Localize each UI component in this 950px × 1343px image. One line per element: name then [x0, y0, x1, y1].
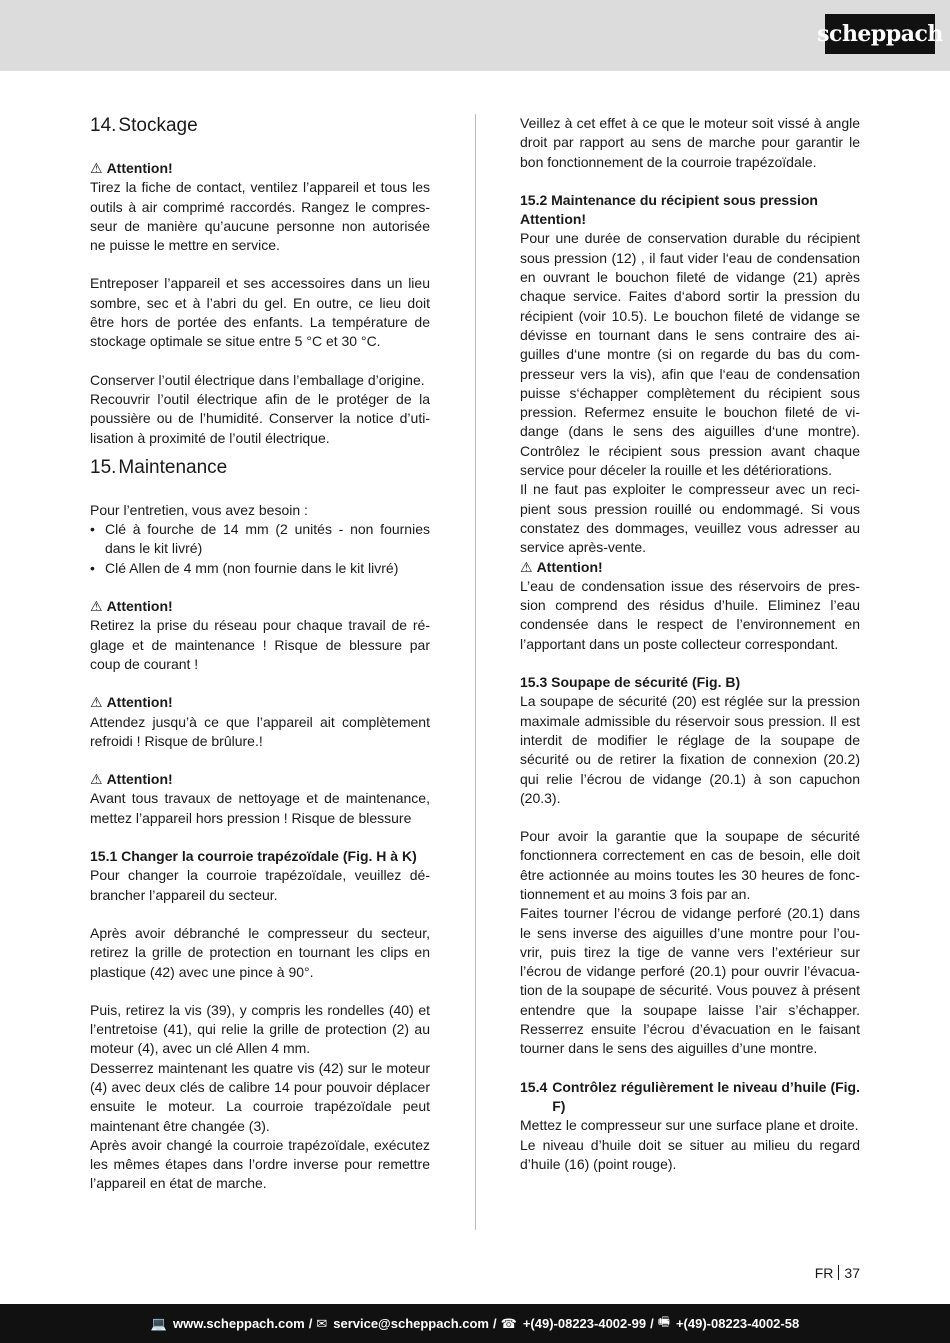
section-15-heading	[90, 456, 430, 480]
fax-icon: 🖷	[657, 1313, 670, 1329]
page-number-value: 37	[844, 1265, 860, 1281]
subsection-15-2-title: 15.2 Maintenance du récipient sous pression	[520, 191, 818, 208]
phone-icon: ☎	[500, 1315, 517, 1331]
paragraph: Pour avoir la garantie que la soupape de sécurité fonctionnera correctement en cas de besoin, elle doit être actionnée au moins toutes les 30 heures de fonctionnement et au moins 3 fois par an.	[520, 828, 860, 902]
footer-separator: /	[493, 1316, 497, 1331]
mail-icon: ✉	[316, 1315, 328, 1331]
paragraph: Conserver l’outil électrique dans l’emballage d’origine.	[90, 371, 425, 388]
warning-icon: ⚠	[90, 598, 103, 615]
subsection-15-3-title: 15.3 Soupape de sécurité (Fig. B)	[520, 674, 741, 691]
attention-label: Attention!	[106, 694, 173, 711]
warning-icon: ⚠	[90, 160, 103, 176]
paragraph: L’eau de condensation issue des réservoirs de pression comprend des résidus d’huile. Eliminez l’eau condensée dans le respect de l’environnement en l’apportant dans un poste collecteur correspondant.	[520, 577, 860, 652]
paragraph: La soupape de sécurité (20) est réglée sur la pression maximale admissible du réservoir sous pression. Il est interdit de modifier le réglage de la soupape de sécurité ou de retirer la fixation de connexion (20.2) qui relie l’écrou de vidange (20.1) à son capuchon (20.3).	[520, 693, 860, 806]
attention-heading	[90, 693, 430, 712]
section-14-title: Stockage	[118, 115, 198, 136]
page-number	[815, 1265, 860, 1281]
paragraph: Desserrez maintenant les quatre vis (42) sur le moteur (4) avec deux clés de calibre 14 pour pouvoir déplacer ensuite le moteur. La courroie trapézoïdale peut maintenant être changée (3).	[90, 1059, 430, 1134]
paragraph: Recouvrir l’outil électrique afin de le protéger de la poussière ou de l’humidité. Conserver la notice d’utilisation à proximité de l’outil électrique.	[90, 390, 430, 446]
left-column	[90, 114, 430, 1194]
footer-separator: /	[650, 1316, 654, 1331]
paragraph: Pour une durée de conservation durable du récipient sous pression (12) , il faut vider l‘eau de condensation en ouvrant le bouchon fileté de vidange (21) après chaque service. Faites d‘abord sortir la pression du récipient (voir 10.5). Le bouchon fileté de vidange se dévisse en tournant dans le sens contraire des aiguilles d‘une montre (si on regarde du bas du compresseur vers la vis), afin que l‘eau de condensation puisse s‘échapper complètement du récipient sous pression. Refermez ensuite le bouchon fileté de vidange (dans le sens des aiguilles d‘une montre). Contrôlez le récipient sous pression avant chaque service pour déceler la rouille et les détériorations.	[520, 230, 860, 479]
footer-website-link[interactable]: www.scheppach.com	[172, 1316, 305, 1331]
paragraph: Puis, retirez la vis (39), y compris les rondelles (40) et l’entretoise (41), qui relie la grille de protection (2) au moteur (4), avec un clé Allen 4 mm.	[90, 1001, 430, 1057]
footer-separator: /	[308, 1316, 313, 1331]
footer-fax: +(49)-08223-4002-58	[675, 1316, 800, 1331]
attention-label: Attention!	[106, 771, 173, 788]
attention-label: Attention!	[106, 598, 173, 615]
list-item: • Clé à fourche de 14 mm (2 unités - non fournies dans le kit livré)	[90, 520, 430, 559]
paragraph: Attendez jusqu’à ce que l’appareil ait complètement refroidi ! Risque de brûlure.!	[90, 713, 430, 749]
paragraph: Pour changer la courroie trapézoïdale, veuillez débrancher l’appareil du secteur.	[90, 867, 430, 903]
attention-heading	[90, 770, 430, 789]
warning-icon: ⚠	[90, 771, 103, 788]
paragraph: Retirez la prise du réseau pour chaque travail de réglage et de maintenance ! Risque de blessure par coup de courant !	[90, 617, 430, 672]
paragraph: Pour l’entretien, vous avez besoin :	[90, 501, 308, 518]
subsection-15-2-attention: Attention!	[520, 211, 587, 228]
page-language: FR	[814, 1265, 834, 1281]
subsection-15-4-number: 15.4	[520, 1078, 548, 1095]
scheppach-logo: scheppach	[825, 14, 935, 54]
column-divider	[475, 114, 476, 1230]
section-15-number: 15.	[90, 456, 117, 478]
footer-email-link[interactable]: service@scheppach.com	[333, 1316, 489, 1331]
section-14-heading	[90, 114, 430, 138]
page-number-separator	[838, 1265, 839, 1280]
attention-heading	[520, 558, 860, 577]
attention-label: Attention!	[536, 558, 603, 575]
computer-icon: 💻	[150, 1315, 167, 1331]
paragraph: Entreposer l’appareil et ses accessoires dans un lieu sombre, sec et à l’abri du gel. En outre, ce lieu doit être hors de portée des enfants. La température de stockage optimale se situe entre 5 °C et 30 °C.	[90, 275, 430, 350]
warning-icon: ⚠	[520, 558, 533, 575]
list-item: • Clé Allen de 4 mm (non fournie dans le kit livré)	[90, 559, 430, 578]
header-band	[0, 0, 950, 71]
footer-bar	[0, 1304, 950, 1343]
paragraph: Veillez à cet effet à ce que le moteur soit vissé à angle droit par rapport au sens de marche pour garantir le bon fonctionnement de la courroie trapézoïdale.	[520, 115, 860, 170]
section-14-number: 14.	[90, 115, 117, 136]
paragraph: Il ne faut pas exploiter le compresseur avec un recipient sous pression rouillé ou endommagé. Si vous constatez des dommages, veuillez vous adresser au service après-vente.	[520, 481, 860, 556]
footer-phone: +(49)-08223-4002-99	[522, 1316, 647, 1331]
subsection-15-4-text: Contrôlez régulièrement le niveau d’huile (Fig. F)	[552, 1078, 860, 1114]
attention-heading	[90, 597, 430, 616]
subsection-15-4-title	[520, 1078, 860, 1117]
attention-heading	[90, 159, 430, 178]
tools-list	[90, 520, 430, 578]
section-15-title: Maintenance	[118, 456, 228, 478]
subsection-15-1-title: 15.1 Changer la courroie trapézoïdale (Fig. H à K)	[90, 848, 417, 865]
warning-icon: ⚠	[90, 694, 103, 711]
attention-label: Attention!	[106, 160, 173, 176]
paragraph: Avant tous travaux de nettoyage et de maintenance, mettez l’appareil hors pression ! Risque de blessure	[90, 790, 430, 826]
paragraph: Après avoir changé la courroie trapézoïdale, exécutez les mêmes étapes dans l’ordre inverse pour remettre l’appareil en état de marche.	[90, 1136, 430, 1192]
paragraph: Mettez le compresseur sur une surface plane et droite.	[520, 1117, 859, 1134]
paragraph: Faites tourner l’écrou de vidange perforé (20.1) dans le sens inverse des aiguilles d’une montre pour l’ouvrir, puis tirez la tige de vanne vers l’extérieur sur l’écrou de vidange perforé (20.1) pour ouvrir l’évacuation de la soupape de sécurité. Vous pouvez à présent entendre que la soupape laisse l’air s’échapper. Resserrez ensuite l’écrou d’évacuation en le faisant tourner dans le sens des aiguilles d’une montre.	[520, 905, 860, 1057]
paragraph: Tirez la fiche de contact, ventilez l’appareil et tous les outils à air comprimé raccordés. Rangez le compresseur de manière qu’aucune personne non autorisée ne puisse le mettre en service.	[90, 179, 430, 254]
paragraph: Le niveau d’huile doit se situer au milieu du regard d’huile (16) (point rouge).	[520, 1136, 860, 1172]
right-column	[520, 114, 860, 1174]
paragraph: Après avoir débranché le compresseur du secteur, retirez la grille de protection en tournant les clips en plastique (42) avec une pince à 90°.	[90, 924, 430, 980]
